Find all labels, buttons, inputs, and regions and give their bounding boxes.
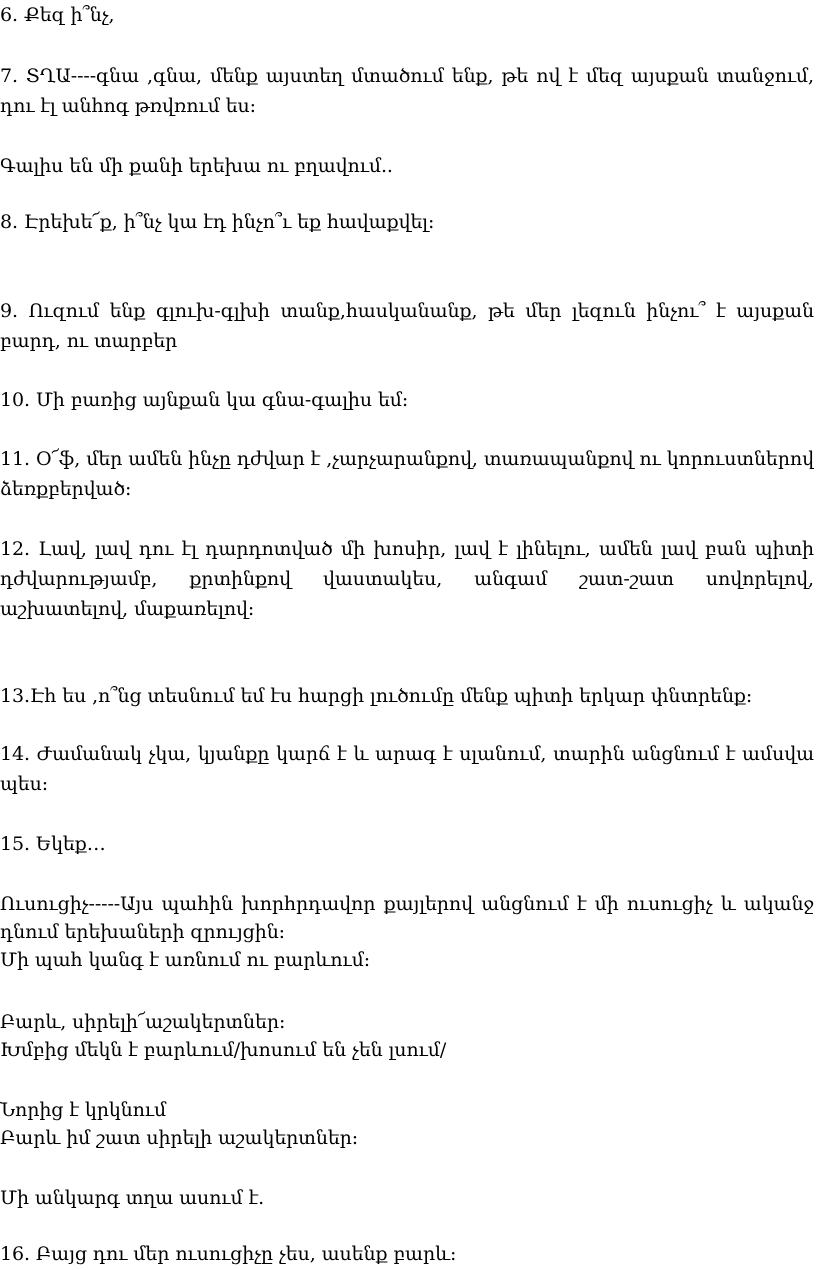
text-line-naughty-boy: Մի անկարգ տղա ասում է. [0,1187,265,1209]
text-line-6: 6. Քեզ ի՞նչ, [0,4,115,26]
text-line-14b: պես: [0,773,49,795]
text-line-16: 16. Բայց դու մեր ուսուցիչը չես, ասենք բարև: [0,1243,457,1265]
text-line-9b: բարդ, ու տարբեր [0,330,178,352]
text-line-teacher-a: Ուսուցիչ-----Այս պահին խորհրդավոր քայլերով անցնում է մի ուսուցիչ և ականջ [0,893,814,915]
text-line-12b: դժվարությամբ, քրտինքով վաստակես, անգամ շատ-շատ սովորելով, [0,568,814,590]
text-line-13: 13.Էհ ես ,ո՞նց տեսնում եմ էս հարցի լուծումը մենք պիտի երկար փնտրենք: [0,685,753,707]
text-line-12a: 12. Լավ, լավ դու էլ դարդոտված մի խոսիր, լավ է լինելու, ամեն լավ բան պիտի [0,538,814,560]
text-line-7a: 7. ՏՂԱ----գնա ,գնա, մենք այստեղ մտածում ենք, թե ով է մեզ այսքան տանջում, [0,65,814,87]
text-line-11b: ձեռքբերված: [0,478,132,500]
text-line-greeting: Բարև, սիրելի՜աշակերտներ: [0,1011,286,1033]
text-line-repeats: Նորից է կրկնում [0,1099,167,1121]
text-line-9a: 9. Ուզում ենք գլուխ-գլխի տանք,հասկանանք, թե մեր լեզուն ինչու՞ է այսքան [0,300,814,322]
text-line-7b: դու էլ անհոգ թռվռում ես: [0,95,256,117]
text-line-greeting-2: Բարև իմ շատ սիրելի աշակերտներ: [0,1127,359,1149]
text-line-one-greets: Խմբից մեկն է բարևում/խոսում են չեն լսում/ [0,1039,447,1061]
text-line-8: 8. Էրեխե՜ք, ի՞նչ կա էդ ինչո՞ւ եք հավաքվել: [0,211,435,233]
text-line-15: 15. Եկեք… [0,833,106,855]
text-line-12c: աշխատելով, մաքառելով: [0,598,255,620]
text-line-teacher-b: դնում երեխաների զրույցին: [0,921,285,943]
text-line-14a: 14. Ժամանակ չկա, կյանքը կարճ է և արագ է սլանում, տարին անցնում է ամսվա [0,743,814,765]
text-line-10: 10. Մի բառից այնքան կա գնա-գալիս եմ: [0,389,409,411]
text-line-teacher-c: Մի պահ կանգ է առնում ու բարևում: [0,949,371,971]
text-line-children-shout: Գալիս են մի քանի երեխա ու բղավում.. [0,155,393,177]
text-line-11a: 11. Օ՜ֆ, մեր ամեն ինչը դժվար է ,չարչարանքով, տառապանքով ու կորուստներով [0,448,814,470]
